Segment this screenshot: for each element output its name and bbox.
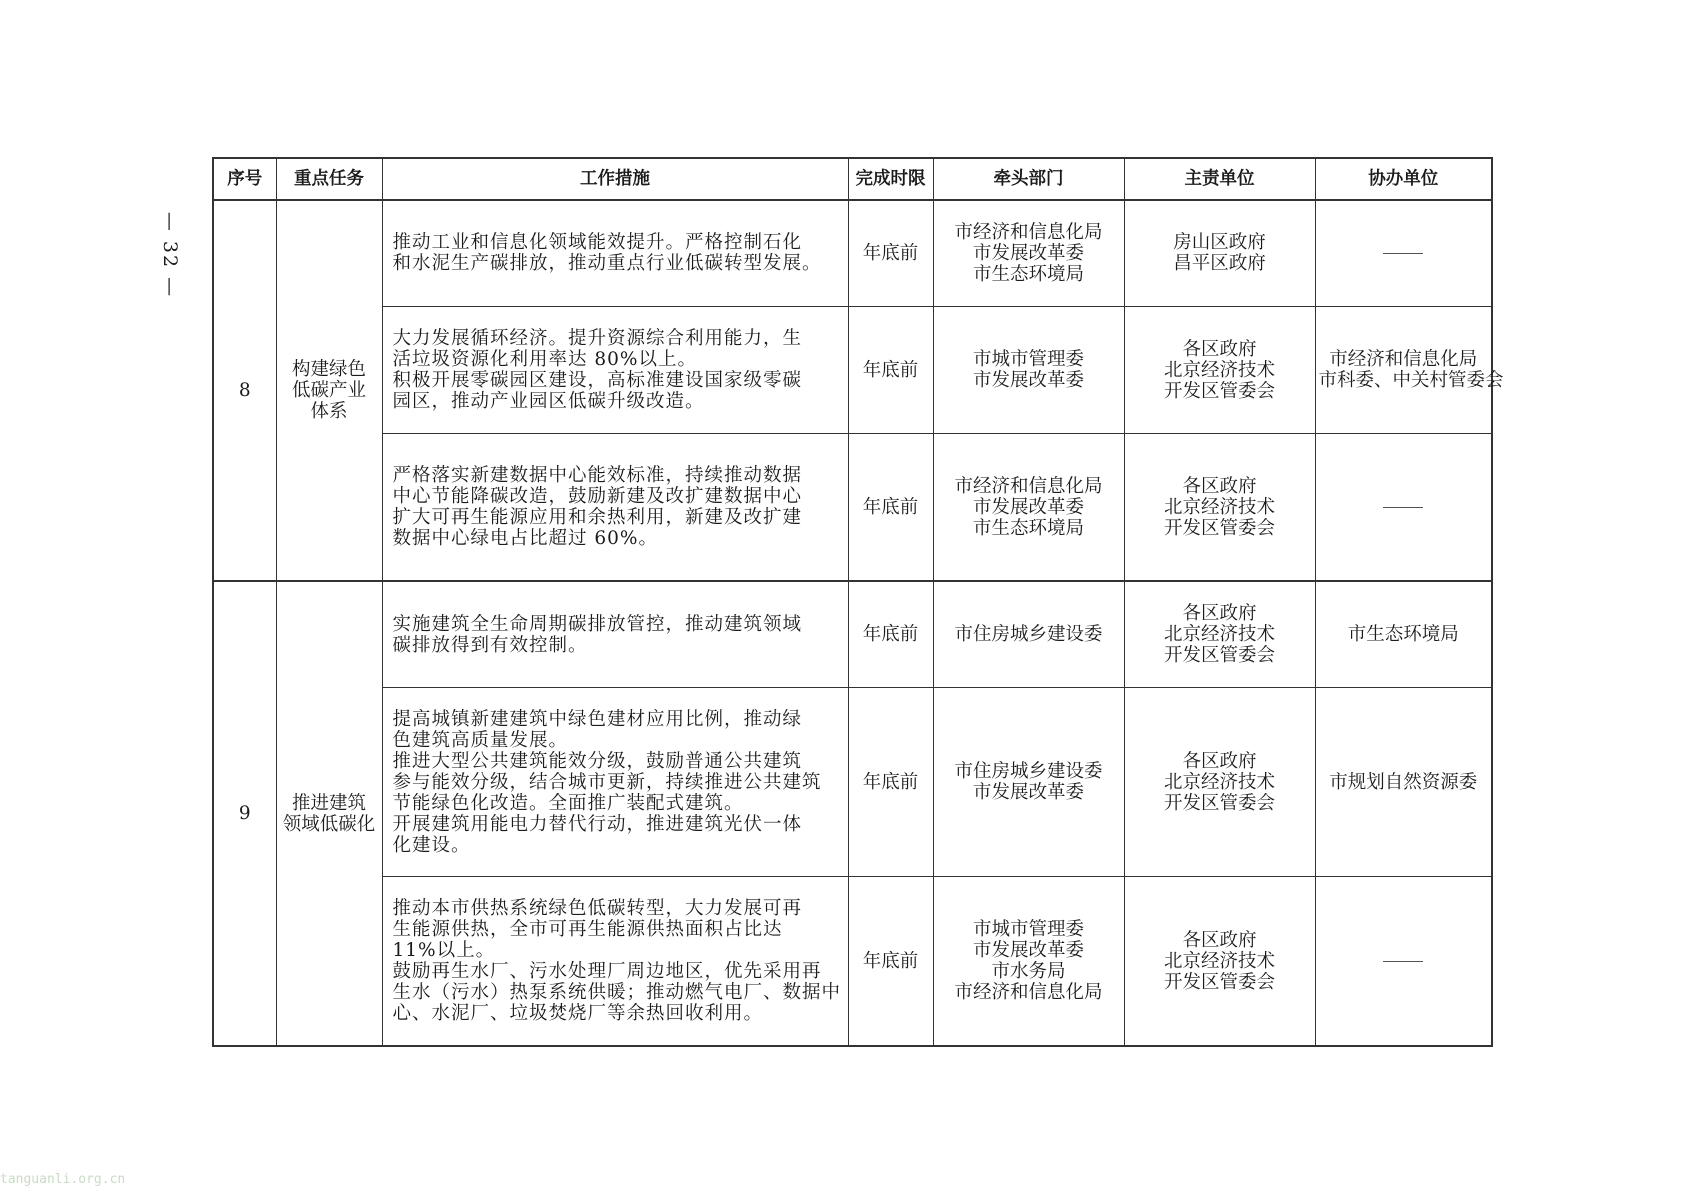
lead-department-line: 市发展改革委 bbox=[972, 940, 1084, 962]
main-unit-line: 各区政府 bbox=[1182, 750, 1257, 772]
task-table bbox=[212, 157, 1504, 1047]
lead-department bbox=[933, 687, 1124, 877]
main-unit-line: 北京经济技术 bbox=[1163, 359, 1275, 381]
main-unit bbox=[1124, 877, 1315, 1046]
lead-department-line: 市发展改革委 bbox=[972, 242, 1084, 264]
work-measure-line: 园区，推动产业园区低碳升级改造。 bbox=[392, 391, 705, 413]
deadline bbox=[848, 200, 933, 306]
dash-mark bbox=[1383, 961, 1423, 962]
main-unit bbox=[1124, 306, 1315, 434]
deadline bbox=[848, 434, 933, 581]
assist-unit bbox=[1315, 306, 1504, 434]
work-measure-line: 节能绿色化改造。全面推广装配式建筑。 bbox=[392, 792, 744, 814]
lead-department-line: 市发展改革委 bbox=[972, 496, 1084, 518]
row-index bbox=[213, 581, 276, 1046]
main-unit bbox=[1124, 200, 1315, 306]
assist-unit bbox=[1315, 434, 1492, 581]
deadline bbox=[848, 687, 933, 877]
main-unit-line: 开发区管委会 bbox=[1163, 517, 1275, 539]
work-measure-line: 心、水泥厂、垃圾焚烧厂等余热回收利用。 bbox=[392, 1003, 764, 1025]
key-task-line: 低碳产业 bbox=[291, 380, 366, 402]
work-measure-line: 11%以上。 bbox=[392, 940, 496, 962]
work-measure-line: 生能源供热，全市可再生能源供热面积占比达 bbox=[392, 919, 783, 941]
main-unit-line: 北京经济技术 bbox=[1163, 950, 1275, 972]
work-measure-line: 色建筑高质量发展。 bbox=[392, 729, 569, 751]
lead-department-line: 市城市管理委 bbox=[972, 349, 1084, 371]
lead-department bbox=[933, 581, 1124, 687]
work-measure-line: 推动工业和信息化领域能效提升。严格控制石化 bbox=[392, 232, 803, 254]
main-unit-line: 各区政府 bbox=[1182, 475, 1257, 497]
assist-unit bbox=[1315, 877, 1492, 1046]
work-measure-line: 鼓励再生水厂、污水处理厂周边地区，优先采用再 bbox=[392, 961, 822, 983]
work-measure-line: 化建设。 bbox=[392, 834, 471, 856]
header-col-measures: 工作措施 bbox=[382, 158, 848, 200]
assist-unit-line: 市科委、中关村管委会 bbox=[1318, 370, 1504, 392]
main-unit-line: 各区政府 bbox=[1182, 929, 1257, 951]
work-measure bbox=[382, 306, 848, 434]
main-unit bbox=[1124, 687, 1315, 877]
lead-department-line: 市住房城乡建设委 bbox=[954, 624, 1103, 646]
work-measure-line: 活垃圾资源化利用率达 80%以上。 bbox=[392, 349, 698, 371]
main-unit-line: 开发区管委会 bbox=[1163, 645, 1275, 667]
header-col-assist-unit: 协办单位 bbox=[1315, 158, 1492, 200]
key-task-line: 构建绿色 bbox=[291, 359, 366, 381]
header-col-index: 序号 bbox=[213, 158, 276, 200]
work-measure-line: 生水（污水）热泵系统供暖；推动燃气电厂、数据中 bbox=[392, 982, 842, 1004]
key-task-line: 推进建筑 bbox=[291, 792, 366, 814]
key-task bbox=[276, 200, 382, 581]
deadline-line: 年底前 bbox=[862, 771, 919, 793]
table-row bbox=[213, 200, 1492, 306]
dash-mark bbox=[1383, 253, 1423, 254]
watermark: tanguanli.org.cn bbox=[0, 1172, 126, 1187]
lead-department bbox=[933, 877, 1124, 1046]
work-measure-line: 大力发展循环经济。提升资源综合利用能力，生 bbox=[392, 328, 803, 350]
assist-unit-line: 市经济和信息化局 bbox=[1329, 349, 1478, 371]
header-col-lead-dept: 牵头部门 bbox=[933, 158, 1124, 200]
deadline-line: 年底前 bbox=[862, 359, 919, 381]
assist-unit bbox=[1315, 200, 1492, 306]
lead-department-line: 市经济和信息化局 bbox=[954, 221, 1103, 243]
header-col-main-unit: 主责单位 bbox=[1124, 158, 1315, 200]
lead-department bbox=[933, 306, 1124, 434]
lead-department-line: 市发展改革委 bbox=[972, 370, 1084, 392]
table-row bbox=[213, 581, 1492, 687]
lead-department-line: 市生态环境局 bbox=[972, 517, 1084, 539]
table-row bbox=[213, 306, 1492, 434]
main-unit-line: 开发区管委会 bbox=[1163, 792, 1275, 814]
assist-unit-line: 市生态环境局 bbox=[1347, 624, 1459, 646]
work-measure-line: 提高城镇新建建筑中绿色建材应用比例，推动绿 bbox=[392, 708, 803, 730]
lead-department-line: 市城市管理委 bbox=[972, 919, 1084, 941]
key-task-line: 体系 bbox=[310, 401, 348, 423]
main-unit-line: 昌平区政府 bbox=[1173, 253, 1266, 275]
main-unit-line: 各区政府 bbox=[1182, 338, 1257, 360]
work-measure-line: 碳排放得到有效控制。 bbox=[392, 634, 588, 656]
table-row bbox=[213, 434, 1492, 581]
assist-unit bbox=[1315, 687, 1492, 877]
work-measure bbox=[382, 687, 848, 877]
lead-department bbox=[933, 200, 1124, 306]
lead-department-line: 市经济和信息化局 bbox=[954, 475, 1103, 497]
work-measure-line: 中心节能降碳改造，鼓励新建及改扩建数据中心 bbox=[392, 486, 803, 508]
work-measure-line: 开展建筑用能电力替代行动，推进建筑光伏一体 bbox=[392, 813, 803, 835]
key-task-line: 领域低碳化 bbox=[282, 813, 376, 835]
work-measure bbox=[382, 434, 848, 581]
deadline bbox=[848, 306, 933, 434]
main-unit-line: 各区政府 bbox=[1182, 603, 1257, 625]
work-measure-line: 推动本市供热系统绿色低碳转型，大力发展可再 bbox=[392, 898, 803, 920]
lead-department-line: 市发展改革委 bbox=[972, 782, 1084, 804]
work-measure-line: 严格落实新建数据中心能效标准，持续推动数据 bbox=[392, 465, 803, 487]
lead-department-line: 市经济和信息化局 bbox=[954, 982, 1103, 1004]
work-measure-line: 参与能效分级，结合城市更新，持续推进公共建筑 bbox=[392, 771, 822, 793]
main-unit bbox=[1124, 434, 1315, 581]
main-unit-line: 开发区管委会 bbox=[1163, 380, 1275, 402]
page-number-text: — 32 — bbox=[159, 211, 182, 299]
header-col-deadline: 完成时限 bbox=[848, 158, 933, 200]
work-measure-line: 数据中心绿电占比超过 60%。 bbox=[392, 528, 659, 550]
assist-unit bbox=[1315, 581, 1492, 687]
deadline-line: 年底前 bbox=[862, 950, 919, 972]
work-measure bbox=[382, 581, 848, 687]
page-number bbox=[150, 190, 190, 320]
work-measure-line: 扩大可再生能源应用和余热利用，新建及改扩建 bbox=[392, 507, 803, 529]
lead-department-line: 市水务局 bbox=[991, 961, 1066, 983]
lead-department bbox=[933, 434, 1124, 581]
row-index bbox=[213, 200, 276, 581]
deadline-line: 年底前 bbox=[862, 496, 919, 518]
header-col-task: 重点任务 bbox=[276, 158, 382, 200]
key-task bbox=[276, 581, 382, 1046]
row-index-line: 9 bbox=[238, 803, 251, 825]
row-index-line: 8 bbox=[238, 380, 251, 402]
main-unit-line: 房山区政府 bbox=[1173, 232, 1266, 254]
main-unit-line: 北京经济技术 bbox=[1163, 624, 1275, 646]
deadline-line: 年底前 bbox=[862, 242, 919, 264]
deadline bbox=[848, 877, 933, 1046]
work-measure-line: 推进大型公共建筑能效分级，鼓励普通公共建筑 bbox=[392, 750, 803, 772]
table-header-row bbox=[213, 158, 1492, 200]
table-row bbox=[213, 877, 1492, 1046]
table-row bbox=[213, 687, 1492, 877]
work-measure bbox=[382, 200, 848, 306]
lead-department-line: 市住房城乡建设委 bbox=[954, 761, 1103, 783]
deadline-line: 年底前 bbox=[862, 624, 919, 646]
dash-mark bbox=[1383, 507, 1423, 508]
work-measure-line: 积极开展零碳园区建设，高标准建设国家级零碳 bbox=[392, 370, 803, 392]
assist-unit-line: 市规划自然资源委 bbox=[1329, 771, 1478, 793]
work-measure bbox=[382, 877, 848, 1046]
work-measure-line: 和水泥生产碳排放，推动重点行业低碳转型发展。 bbox=[392, 253, 822, 275]
main-unit-line: 北京经济技术 bbox=[1163, 771, 1275, 793]
main-unit bbox=[1124, 581, 1315, 687]
main-unit-line: 北京经济技术 bbox=[1163, 496, 1275, 518]
deadline bbox=[848, 581, 933, 687]
work-measure-line: 实施建筑全生命周期碳排放管控，推动建筑领域 bbox=[392, 613, 803, 635]
lead-department-line: 市生态环境局 bbox=[972, 263, 1084, 285]
main-unit-line: 开发区管委会 bbox=[1163, 971, 1275, 993]
